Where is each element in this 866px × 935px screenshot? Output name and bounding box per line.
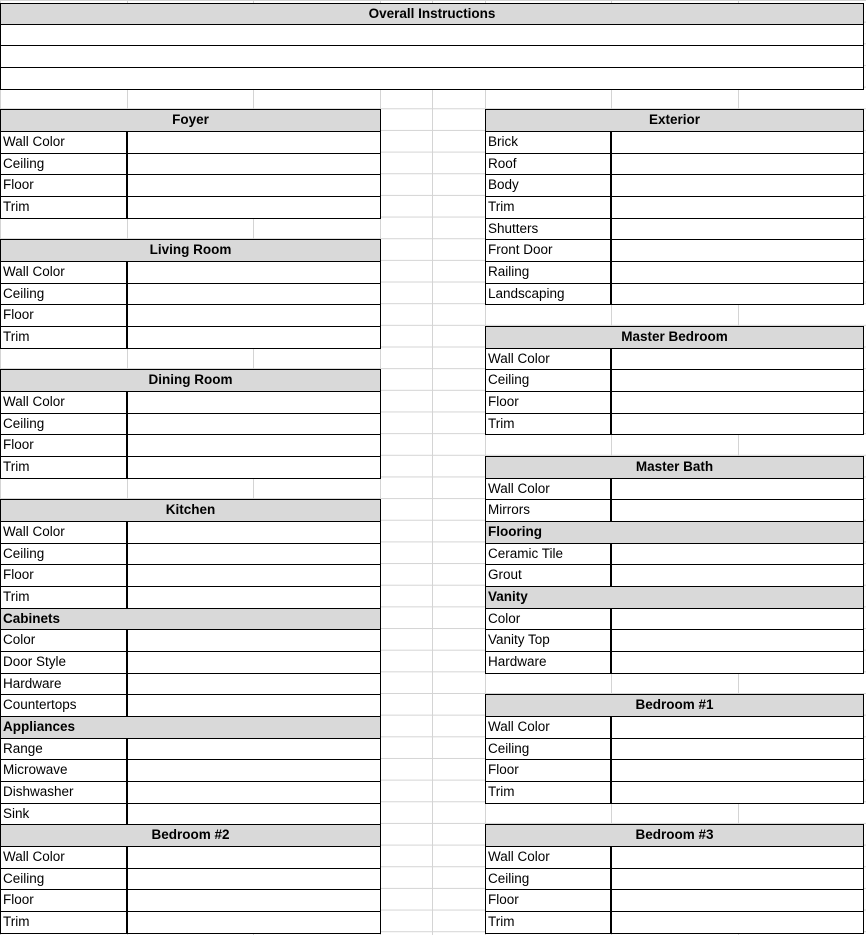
overall-instructions-line-1[interactable] bbox=[0, 24, 864, 46]
row-label-bedroom-3-wall-color: Wall Color bbox=[485, 846, 611, 869]
overall-instructions-line-3[interactable] bbox=[0, 67, 864, 90]
overall-instructions-line-2[interactable] bbox=[0, 45, 864, 68]
row-label-master-bedroom-trim: Trim bbox=[485, 413, 611, 435]
value-cell-master-bedroom-trim[interactable] bbox=[611, 413, 864, 435]
section-header-foyer: Foyer bbox=[0, 109, 381, 132]
row-label-kitchen-trim: Trim bbox=[0, 586, 127, 609]
row-label-master-bath-ceramic-tile: Ceramic Tile bbox=[485, 543, 611, 565]
section-header-bedroom-2: Bedroom #2 bbox=[0, 824, 381, 847]
value-cell-master-bedroom-wall-color[interactable] bbox=[611, 348, 864, 370]
subsection-header-appliances: Appliances bbox=[0, 716, 381, 739]
value-cell-master-bedroom-ceiling[interactable] bbox=[611, 369, 864, 392]
value-cell-kitchen-range[interactable] bbox=[127, 738, 381, 760]
row-label-exterior-roof: Roof bbox=[485, 153, 611, 175]
row-label-living-room-ceiling: Ceiling bbox=[0, 283, 127, 305]
value-cell-master-bath-hardware[interactable] bbox=[611, 651, 864, 674]
row-label-master-bath-grout: Grout bbox=[485, 564, 611, 587]
row-label-dining-room-trim: Trim bbox=[0, 456, 127, 479]
row-label-bedroom-3-trim: Trim bbox=[485, 911, 611, 934]
row-label-kitchen-wall-color: Wall Color bbox=[0, 521, 127, 544]
value-cell-bedroom-1-trim[interactable] bbox=[611, 781, 864, 804]
overall-instructions-header: Overall Instructions bbox=[0, 3, 864, 25]
row-label-foyer-floor: Floor bbox=[0, 174, 127, 197]
value-cell-master-bath-color[interactable] bbox=[611, 608, 864, 630]
row-label-kitchen-microwave: Microwave bbox=[0, 759, 127, 782]
value-cell-living-room-wall-color[interactable] bbox=[127, 261, 381, 284]
row-label-exterior-body: Body bbox=[485, 174, 611, 197]
section-header-bedroom-3: Bedroom #3 bbox=[485, 824, 864, 847]
row-label-foyer-wall-color: Wall Color bbox=[0, 131, 127, 154]
row-label-living-room-wall-color: Wall Color bbox=[0, 261, 127, 284]
value-cell-bedroom-3-trim[interactable] bbox=[611, 911, 864, 934]
section-header-kitchen: Kitchen bbox=[0, 499, 381, 522]
row-label-kitchen-floor: Floor bbox=[0, 564, 127, 587]
row-label-foyer-trim: Trim bbox=[0, 196, 127, 219]
row-label-bedroom-3-floor: Floor bbox=[485, 889, 611, 912]
row-label-master-bath-hardware: Hardware bbox=[485, 651, 611, 674]
value-cell-dining-room-ceiling[interactable] bbox=[127, 413, 381, 435]
subsection-header-cabinets: Cabinets bbox=[0, 608, 381, 630]
row-label-bedroom-2-trim: Trim bbox=[0, 911, 127, 934]
value-cell-foyer-ceiling[interactable] bbox=[127, 153, 381, 175]
value-cell-master-bath-wall-color[interactable] bbox=[611, 478, 864, 500]
value-cell-living-room-trim[interactable] bbox=[127, 326, 381, 349]
value-cell-bedroom-1-wall-color[interactable] bbox=[611, 716, 864, 739]
value-cell-bedroom-3-ceiling[interactable] bbox=[611, 868, 864, 890]
value-cell-bedroom-1-floor[interactable] bbox=[611, 759, 864, 782]
subsection-header-vanity: Vanity bbox=[485, 586, 864, 609]
row-label-foyer-ceiling: Ceiling bbox=[0, 153, 127, 175]
row-label-bedroom-2-floor: Floor bbox=[0, 889, 127, 912]
row-label-dining-room-ceiling: Ceiling bbox=[0, 413, 127, 435]
row-label-master-bath-wall-color: Wall Color bbox=[485, 478, 611, 500]
value-cell-master-bath-ceramic-tile[interactable] bbox=[611, 543, 864, 565]
row-label-master-bath-color: Color bbox=[485, 608, 611, 630]
row-label-master-bath-vanity-top: Vanity Top bbox=[485, 629, 611, 652]
value-cell-foyer-floor[interactable] bbox=[127, 174, 381, 197]
value-cell-exterior-front-door[interactable] bbox=[611, 239, 864, 262]
value-cell-kitchen-countertops[interactable] bbox=[127, 694, 381, 717]
row-label-master-bath-mirrors: Mirrors bbox=[485, 499, 611, 522]
row-label-exterior-front-door: Front Door bbox=[485, 239, 611, 262]
value-cell-kitchen-door-style[interactable] bbox=[127, 651, 381, 674]
row-label-exterior-landscaping: Landscaping bbox=[485, 283, 611, 305]
row-label-master-bedroom-floor: Floor bbox=[485, 391, 611, 414]
row-label-bedroom-2-ceiling: Ceiling bbox=[0, 868, 127, 890]
row-label-exterior-trim: Trim bbox=[485, 196, 611, 219]
value-cell-exterior-shutters[interactable] bbox=[611, 218, 864, 240]
row-label-bedroom-3-ceiling: Ceiling bbox=[485, 868, 611, 890]
row-label-bedroom-1-wall-color: Wall Color bbox=[485, 716, 611, 739]
value-cell-living-room-floor[interactable] bbox=[127, 304, 381, 327]
row-label-living-room-trim: Trim bbox=[0, 326, 127, 349]
value-cell-kitchen-hardware[interactable] bbox=[127, 673, 381, 695]
value-cell-exterior-body[interactable] bbox=[611, 174, 864, 197]
value-cell-kitchen-sink[interactable] bbox=[127, 803, 381, 825]
row-label-exterior-shutters: Shutters bbox=[485, 218, 611, 240]
value-cell-foyer-trim[interactable] bbox=[127, 196, 381, 219]
value-cell-master-bath-grout[interactable] bbox=[611, 564, 864, 587]
row-label-dining-room-floor: Floor bbox=[0, 434, 127, 457]
section-header-exterior: Exterior bbox=[485, 109, 864, 132]
value-cell-bedroom-2-trim[interactable] bbox=[127, 911, 381, 934]
row-label-bedroom-1-ceiling: Ceiling bbox=[485, 738, 611, 760]
value-cell-kitchen-wall-color[interactable] bbox=[127, 521, 381, 544]
row-label-bedroom-1-floor: Floor bbox=[485, 759, 611, 782]
row-label-kitchen-ceiling: Ceiling bbox=[0, 543, 127, 565]
section-header-dining-room: Dining Room bbox=[0, 369, 381, 392]
value-cell-bedroom-1-ceiling[interactable] bbox=[611, 738, 864, 760]
value-cell-exterior-roof[interactable] bbox=[611, 153, 864, 175]
value-cell-master-bath-vanity-top[interactable] bbox=[611, 629, 864, 652]
value-cell-kitchen-floor[interactable] bbox=[127, 564, 381, 587]
value-cell-dining-room-trim[interactable] bbox=[127, 456, 381, 479]
value-cell-dining-room-wall-color[interactable] bbox=[127, 391, 381, 414]
value-cell-exterior-railing[interactable] bbox=[611, 261, 864, 284]
value-cell-exterior-brick[interactable] bbox=[611, 131, 864, 154]
row-label-master-bedroom-wall-color: Wall Color bbox=[485, 348, 611, 370]
value-cell-living-room-ceiling[interactable] bbox=[127, 283, 381, 305]
grid-column-line bbox=[432, 0, 433, 935]
row-label-exterior-railing: Railing bbox=[485, 261, 611, 284]
row-label-dining-room-wall-color: Wall Color bbox=[0, 391, 127, 414]
section-header-master-bedroom: Master Bedroom bbox=[485, 326, 864, 349]
row-label-living-room-floor: Floor bbox=[0, 304, 127, 327]
row-label-kitchen-door-style: Door Style bbox=[0, 651, 127, 674]
subsection-header-flooring: Flooring bbox=[485, 521, 864, 544]
row-label-exterior-brick: Brick bbox=[485, 131, 611, 154]
row-label-kitchen-sink: Sink bbox=[0, 803, 127, 825]
row-label-kitchen-range: Range bbox=[0, 738, 127, 760]
row-label-kitchen-dishwasher: Dishwasher bbox=[0, 781, 127, 804]
value-cell-bedroom-3-floor[interactable] bbox=[611, 889, 864, 912]
value-cell-bedroom-2-ceiling[interactable] bbox=[127, 868, 381, 890]
section-header-bedroom-1: Bedroom #1 bbox=[485, 694, 864, 717]
value-cell-kitchen-trim[interactable] bbox=[127, 586, 381, 609]
value-cell-kitchen-color[interactable] bbox=[127, 629, 381, 652]
row-label-kitchen-countertops: Countertops bbox=[0, 694, 127, 717]
value-cell-kitchen-dishwasher[interactable] bbox=[127, 781, 381, 804]
value-cell-foyer-wall-color[interactable] bbox=[127, 131, 381, 154]
section-header-master-bath: Master Bath bbox=[485, 456, 864, 479]
value-cell-master-bath-mirrors[interactable] bbox=[611, 499, 864, 522]
value-cell-bedroom-2-floor[interactable] bbox=[127, 889, 381, 912]
value-cell-bedroom-3-wall-color[interactable] bbox=[611, 846, 864, 869]
row-label-bedroom-2-wall-color: Wall Color bbox=[0, 846, 127, 869]
section-header-living-room: Living Room bbox=[0, 239, 381, 262]
row-label-kitchen-color: Color bbox=[0, 629, 127, 652]
value-cell-master-bedroom-floor[interactable] bbox=[611, 391, 864, 414]
row-label-master-bedroom-ceiling: Ceiling bbox=[485, 369, 611, 392]
value-cell-bedroom-2-wall-color[interactable] bbox=[127, 846, 381, 869]
row-label-kitchen-hardware: Hardware bbox=[0, 673, 127, 695]
value-cell-exterior-landscaping[interactable] bbox=[611, 283, 864, 305]
value-cell-dining-room-floor[interactable] bbox=[127, 434, 381, 457]
row-label-bedroom-1-trim: Trim bbox=[485, 781, 611, 804]
value-cell-kitchen-microwave[interactable] bbox=[127, 759, 381, 782]
value-cell-kitchen-ceiling[interactable] bbox=[127, 543, 381, 565]
value-cell-exterior-trim[interactable] bbox=[611, 196, 864, 219]
